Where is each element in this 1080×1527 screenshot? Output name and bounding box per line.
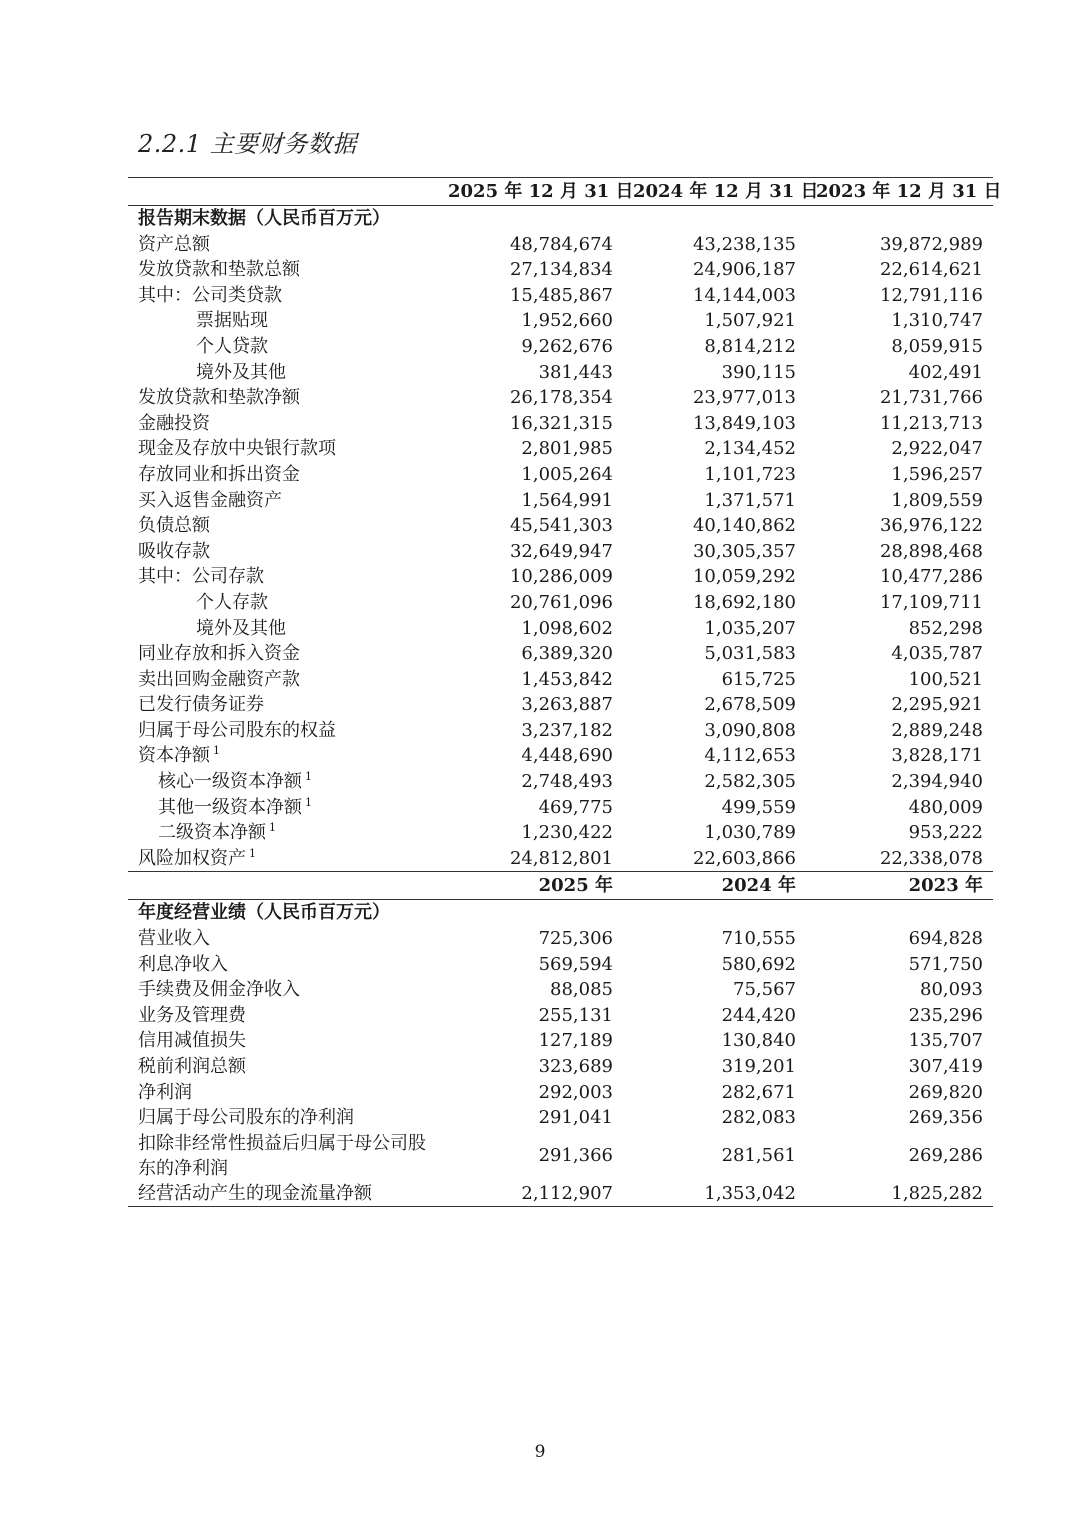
value-cell: 292,003 (538, 1081, 613, 1103)
table-row (128, 641, 993, 667)
value-cell: 569,594 (538, 953, 613, 975)
header-date: 2024 年 12 月 31 日 (623, 178, 806, 206)
value-cell: 1,030,789 (704, 822, 796, 844)
table-row (128, 718, 993, 744)
value-cell: 1,809,559 (891, 489, 983, 511)
table-row (128, 283, 993, 309)
row-label: 营业收入 (138, 928, 210, 950)
value-cell: 1,098,602 (521, 617, 613, 639)
row-label: 经营活动产生的现金流量净额 (128, 1181, 438, 1207)
footnote-marker: 1 (269, 821, 276, 835)
value-cell: 4,448,690 (521, 745, 613, 767)
value-cell: 32,649,947 (509, 540, 613, 562)
value-cell: 22,338,078 (879, 847, 983, 869)
value-cell: 1,371,571 (704, 489, 796, 511)
value-cell: 45,541,303 (509, 515, 613, 537)
table-row (128, 462, 993, 488)
value-cell: 307,419 (908, 1056, 983, 1077)
value-cell: 694,828 (908, 928, 983, 950)
table-row (128, 769, 993, 795)
row-label-cell (128, 820, 438, 846)
value-cell: 499,559 (721, 796, 796, 818)
balance-header-row (128, 178, 993, 206)
value-cell: 8,059,915 (891, 335, 983, 357)
section-row (128, 206, 993, 232)
value-cell: 323,689 (538, 1056, 613, 1077)
value-cell: 127,189 (538, 1030, 613, 1052)
value-cell: 12,791,116 (879, 284, 983, 306)
value-cell: 3,237,182 (521, 719, 613, 741)
value-cell: 319,201 (721, 1056, 796, 1077)
value-cell: 269,356 (908, 1107, 983, 1129)
value-cell: 48,784,674 (509, 233, 613, 255)
value-cell: 2,678,509 (704, 694, 796, 716)
header-spacer (128, 178, 438, 206)
row-label-cell (128, 795, 438, 821)
row-label: 负债总额 (138, 515, 210, 537)
value-cell: 3,828,171 (891, 745, 983, 767)
value-cell: 20,761,096 (509, 591, 613, 613)
table-row (128, 308, 993, 334)
header-spacer (128, 872, 438, 900)
header-year: 2023 年 (806, 872, 993, 900)
value-cell: 1,230,422 (521, 822, 613, 844)
value-cell: 135,707 (908, 1030, 983, 1052)
value-cell: 3,090,808 (704, 719, 796, 741)
value-cell: 130,840 (721, 1030, 796, 1052)
value-cell: 2,748,493 (521, 771, 613, 793)
value-cell: 24,812,801 (509, 847, 613, 869)
value-cell: 8,814,212 (704, 335, 796, 357)
table-row (128, 926, 993, 952)
value-cell: 1,005,264 (521, 463, 613, 485)
table-row (128, 1054, 993, 1080)
value-cell: 3,263,887 (521, 694, 613, 716)
table-row (128, 820, 993, 846)
table-row (128, 667, 993, 693)
value-cell: 4,112,653 (704, 745, 796, 767)
header-year: 2024 年 (623, 872, 806, 900)
value-cell: 2,801,985 (521, 438, 613, 460)
value-cell: 17,109,711 (879, 591, 983, 613)
row-label: 已发行债务证券 (138, 694, 264, 716)
row-label: 信用减值损失 (138, 1030, 246, 1052)
value-cell: 402,491 (908, 361, 983, 383)
value-cell: 30,305,357 (692, 540, 796, 562)
value-cell: 282,083 (721, 1107, 796, 1129)
value-cell: 1,507,921 (704, 310, 796, 332)
value-cell: 9,262,676 (521, 335, 613, 357)
value-cell: 2,922,047 (891, 438, 983, 460)
row-label: 税前利润总额 (138, 1056, 246, 1077)
row-label: 个人贷款 (196, 335, 268, 357)
section-label: 年度经营业绩（人民币百万元） (138, 902, 390, 924)
table-row (128, 539, 993, 565)
value-cell: 27,134,834 (509, 259, 613, 281)
value-cell: 269,286 (908, 1144, 983, 1166)
value-cell: 15,485,867 (509, 284, 613, 306)
row-label: 吸收存款 (138, 540, 210, 562)
table-row (128, 692, 993, 718)
header-date: 2023 年 12 月 31 日 (806, 178, 993, 206)
row-label: 金融投资 (138, 412, 210, 434)
value-cell: 725,306 (538, 928, 613, 950)
value-cell: 282,671 (721, 1081, 796, 1103)
row-label: 其他一级资本净额 (158, 796, 302, 818)
row-label: 发放贷款和垫款净额 (138, 387, 300, 409)
row-label: 资本净额 (138, 745, 210, 767)
row-label: 境外及其他 (196, 361, 286, 383)
page-number: 9 (534, 1442, 546, 1462)
value-cell: 5,031,583 (704, 643, 796, 665)
value-cell: 480,009 (908, 796, 983, 818)
table-row (128, 385, 993, 411)
value-cell: 281,561 (721, 1144, 796, 1166)
row-label-cell (128, 846, 438, 872)
row-label: 买入返售金融资产 (138, 489, 282, 511)
table-row (128, 1080, 993, 1106)
table-row (128, 952, 993, 978)
footnote-marker: 1 (305, 795, 312, 809)
footnote-marker: 1 (213, 744, 220, 758)
row-label: 存放同业和拆出资金 (138, 463, 300, 485)
value-cell: 36,976,122 (879, 515, 983, 537)
value-cell: 571,750 (908, 953, 983, 975)
value-cell: 615,725 (721, 668, 796, 690)
value-cell: 26,178,354 (509, 387, 613, 409)
value-cell: 953,222 (908, 822, 983, 844)
row-label: 风险加权资产 (138, 847, 246, 869)
table-row (128, 846, 993, 872)
table-row (128, 795, 993, 821)
table-row (128, 411, 993, 437)
value-cell: 2,134,452 (704, 438, 796, 460)
row-label: 现金及存放中央银行款项 (138, 438, 336, 460)
value-cell: 1,825,282 (806, 1181, 993, 1207)
table-row (128, 1105, 993, 1131)
value-cell: 2,112,907 (438, 1181, 623, 1207)
value-cell: 1,035,207 (704, 617, 796, 639)
row-label: 归属于母公司股东的权益 (138, 719, 336, 741)
value-cell: 2,582,305 (704, 771, 796, 793)
value-cell: 852,298 (908, 617, 983, 639)
value-cell: 14,144,003 (692, 284, 796, 306)
row-label: 利息净收入 (138, 953, 228, 975)
value-cell: 6,389,320 (521, 643, 613, 665)
value-cell: 88,085 (550, 979, 613, 1001)
value-cell: 1,952,660 (521, 310, 613, 332)
section-row (128, 900, 993, 926)
value-cell: 269,820 (908, 1081, 983, 1103)
section-title: 2.2.1 主要财务数据 (138, 130, 357, 158)
value-cell: 1,353,042 (623, 1181, 806, 1207)
value-cell: 100,521 (908, 668, 983, 690)
value-cell: 4,035,787 (891, 643, 983, 665)
row-label: 资产总额 (138, 233, 210, 255)
value-cell: 22,614,621 (879, 259, 983, 281)
value-cell: 1,596,257 (891, 463, 983, 485)
table-row (128, 1028, 993, 1054)
value-cell: 291,041 (538, 1107, 613, 1129)
value-cell: 381,443 (538, 361, 613, 383)
table-row (128, 1131, 993, 1181)
value-cell: 2,889,248 (891, 719, 983, 741)
row-label: 扣除非经常性损益后归属于母公司股东的净利润 (138, 1132, 426, 1179)
value-cell: 23,977,013 (692, 387, 796, 409)
value-cell: 244,420 (721, 1004, 796, 1026)
value-cell: 80,093 (920, 979, 983, 1001)
value-cell: 24,906,187 (692, 259, 796, 281)
table-row (128, 257, 993, 283)
row-label: 其中：公司类贷款 (138, 284, 282, 306)
value-cell: 710,555 (721, 928, 796, 950)
table-row (128, 1003, 993, 1029)
value-cell: 13,849,103 (692, 412, 796, 434)
value-cell: 10,059,292 (692, 566, 796, 588)
value-cell: 75,567 (733, 979, 796, 1001)
table-row (128, 1181, 993, 1207)
row-label: 归属于母公司股东的净利润 (138, 1107, 354, 1129)
table-row (128, 616, 993, 642)
row-label: 票据贴现 (196, 310, 268, 332)
table-row (128, 977, 993, 1003)
row-label: 核心一级资本净额 (158, 771, 302, 793)
row-label-cell (128, 769, 438, 795)
financial-data-table (128, 177, 1002, 1207)
table-row (128, 590, 993, 616)
row-label: 发放贷款和垫款总额 (138, 259, 300, 281)
value-cell: 16,321,315 (509, 412, 613, 434)
value-cell: 40,140,862 (692, 515, 796, 537)
table-row (128, 488, 993, 514)
value-cell: 11,213,713 (879, 412, 983, 434)
value-cell: 2,295,921 (891, 694, 983, 716)
value-cell: 1,101,723 (704, 463, 796, 485)
row-label: 个人存款 (196, 591, 268, 613)
section-label: 报告期末数据（人民币百万元） (138, 208, 390, 229)
table-row (128, 513, 993, 539)
row-label: 其中：公司存款 (138, 566, 264, 588)
row-label-cell (128, 743, 438, 769)
row-label: 净利润 (138, 1081, 192, 1103)
table-row (128, 436, 993, 462)
value-cell: 1,564,991 (521, 489, 613, 511)
value-cell: 28,898,468 (879, 540, 983, 562)
value-cell: 1,453,842 (521, 668, 613, 690)
value-cell: 18,692,180 (692, 591, 796, 613)
value-cell: 39,872,989 (879, 233, 983, 255)
value-cell: 469,775 (538, 796, 613, 818)
table-row (128, 360, 993, 386)
value-cell: 10,477,286 (879, 566, 983, 588)
value-cell: 580,692 (721, 953, 796, 975)
value-cell: 255,131 (538, 1004, 613, 1026)
footnote-marker: 1 (305, 770, 312, 784)
value-cell: 390,115 (721, 361, 796, 383)
value-cell: 21,731,766 (879, 387, 983, 409)
value-cell: 235,296 (908, 1004, 983, 1026)
row-label: 二级资本净额 (158, 822, 266, 844)
row-label: 手续费及佣金净收入 (138, 979, 300, 1001)
row-label: 境外及其他 (196, 617, 286, 639)
value-cell: 291,366 (538, 1144, 613, 1166)
header-year: 2025 年 (438, 872, 623, 900)
value-cell: 2,394,940 (891, 771, 983, 793)
table-row (128, 564, 993, 590)
table-row (128, 232, 993, 258)
row-label: 业务及管理费 (138, 1004, 246, 1026)
table-row (128, 334, 993, 360)
value-cell: 10,286,009 (509, 566, 613, 588)
performance-header-row (128, 872, 993, 900)
row-label: 卖出回购金融资产款 (138, 668, 300, 690)
value-cell: 1,310,747 (891, 310, 983, 332)
footnote-marker: 1 (249, 846, 256, 860)
header-date: 2025 年 12 月 31 日 (438, 178, 623, 206)
table-row (128, 743, 993, 769)
value-cell: 22,603,866 (692, 847, 796, 869)
value-cell: 43,238,135 (692, 233, 796, 255)
row-label: 同业存放和拆入资金 (138, 643, 300, 665)
